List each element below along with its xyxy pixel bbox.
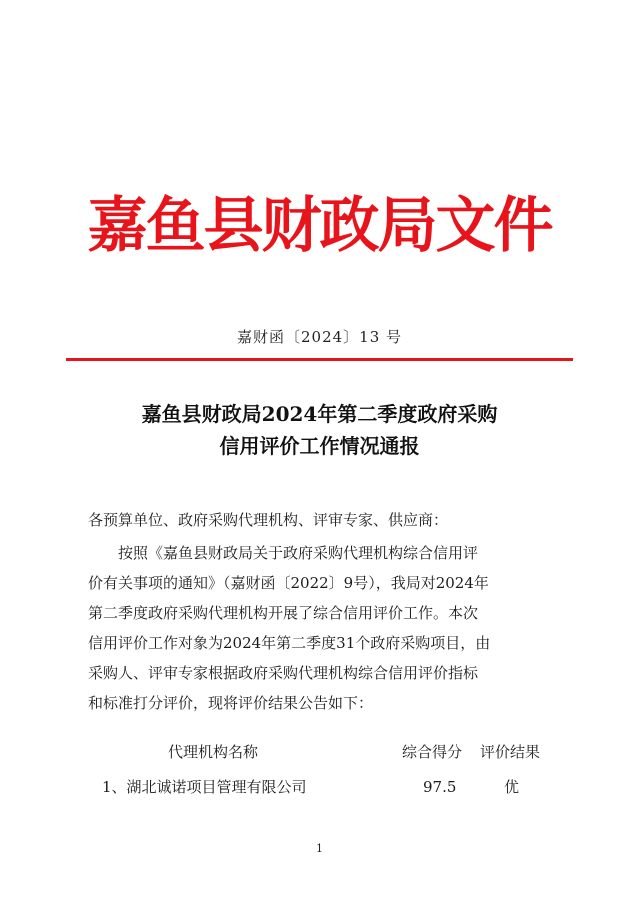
row-agency-name: 1、湖北诚诺项目管理有限公司 [102,778,307,796]
notice-title-line-1: 嘉鱼县财政局2024年第二季度政府采购 [141,402,498,426]
row-score: 97.5 [423,778,457,796]
red-separator-line [66,358,573,361]
page-number: 1 [316,842,323,855]
masthead-title: 嘉鱼县财政局文件 [87,191,552,261]
document-number: 嘉财函〔2024〕13 号 [236,328,403,346]
header-agency-name: 代理机构名称 [168,743,259,761]
salutation: 各预算单位、政府采购代理机构、评审专家、供应商： [88,511,449,529]
notice-title [0,398,639,462]
body-line: 信用评价工作对象为2024年第二季度31个政府采购项目，由 [88,634,491,652]
body-line: 第二季度政府采购代理机构开展了综合信用评价工作。本次 [88,604,479,622]
header-score: 综合得分 [402,743,463,761]
body-line: 按照《嘉鱼县财政局关于政府采购代理机构综合信用评 [88,544,479,562]
header-result: 评价结果 [480,743,541,761]
body-line: 采购人、评审专家根据政府采购代理机构综合信用评价指标 [88,664,479,682]
row-result: 优 [504,778,520,796]
notice-title-line-2: 信用评价工作情况通报 [219,434,420,458]
body-line: 和标准打分评价，现将评价结果公告如下： [88,694,374,712]
body-line: 价有关事项的通知》（嘉财函〔2022〕9号），我局对2024年 [88,574,489,592]
body-paragraph [88,538,556,718]
